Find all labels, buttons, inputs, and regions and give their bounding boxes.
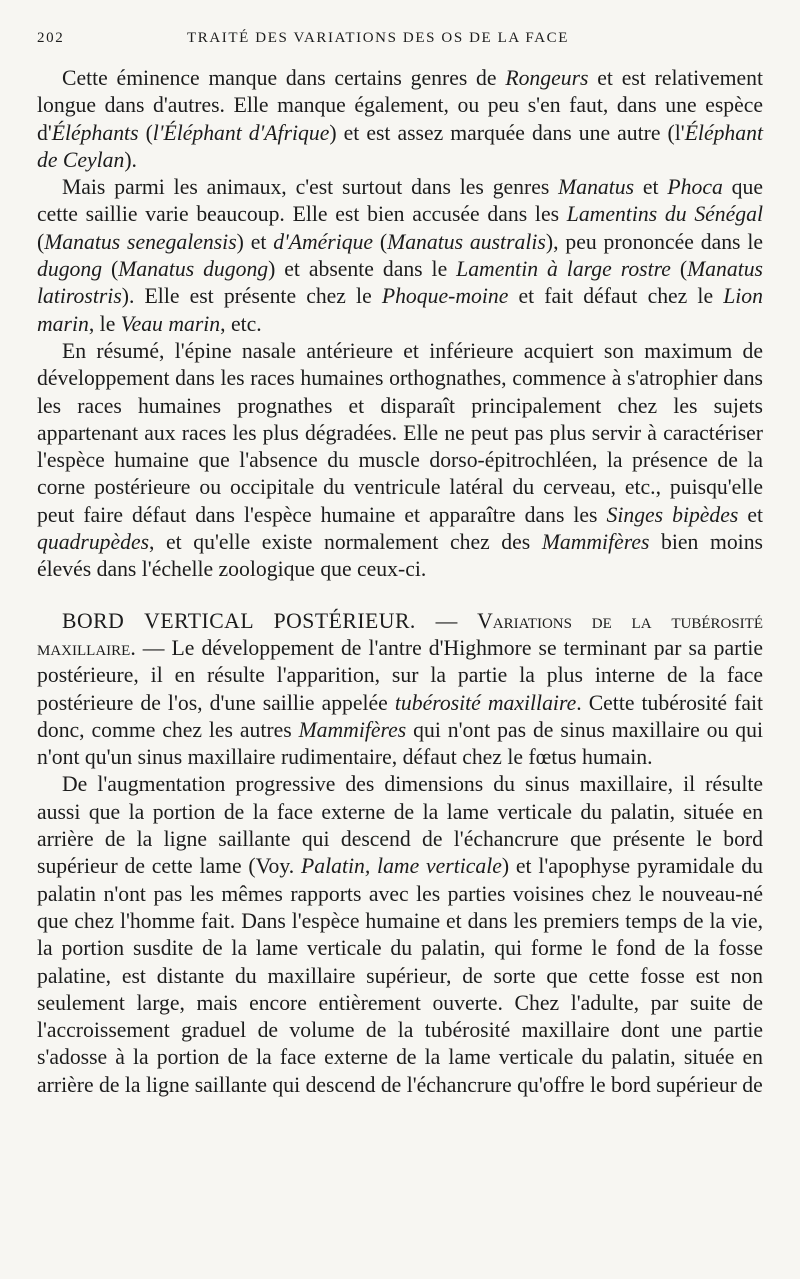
paragraph-sinus-maxillaire: De l'augmentation progressive des dimensions du sinus maxillaire, il résulte aussi que la portion de la face externe de la lame verticale du palatin, située en arrière de la ligne saillante qui descend de l'échancrure que présente le bord supérieur de cette lame (Voy. Palatin, lame verticale) et l'apophyse pyramidale du palatin n'ont pas les mêmes rapports avec les parties voisines chez le nouveau-né que chez l'homme fait. Dans l'espèce humaine et dans les premiers temps de la vie, la portion susdite de la lame verticale du palatin, qui forme le fond de la fosse palatine, est distante du maxillaire supérieur, de sorte que cette fosse est non seulement large, mais encore entièrement ouverte. Chez l'adulte, par suite de l'accroissement graduel de volume de la tubérosité maxillaire dont une partie s'adosse à la portion de la face externe de la lame verticale du palatin, située en arrière de la ligne saillante qui descend de l'échancrure qu'offre le bord supérieur de: [37, 772, 763, 1097]
paragraph-resume: En résumé, l'épine nasale antérieure et inférieure acquiert son maximum de développement dans les races humaines orthognathes, commence à s'atrophier dans les races humaines prognathes et disparaît principalement chez les sujets appartenant aux races les plus dégradées. Elle ne peut pas plus servir à caractériser l'espèce humaine que l'absence du muscle dorso-épitrochléen, la présence de la corne postérieure ou occipitale du ventricule latéral du cerveau, etc., puisqu'elle peut faire défaut dans l'espèce humaine et apparaître dans les Singes bipèdes et quadrupèdes, et qu'elle existe normalement chez des Mammifères bien moins élevés dans l'échelle zoologique que ceux-ci.: [37, 338, 764, 582]
paragraph-rongeurs-elephants: Cette éminence manque dans certains genres de Rongeurs et est relativement longue dans d'autres. Elle manque également, ou peu s'en faut, dans une espèce d'Éléphants (l'Éléphant d'Afrique) et est assez marquée dans une autre (l'Éléphant de Ceylan).: [37, 66, 763, 172]
main-text: [37, 65, 763, 1099]
page-number: 202: [37, 30, 65, 46]
section-bord-vertical-posterieur: BORD VERTICAL POSTÉRIEUR. — Variations de la tubérosité maxillaire. — Le développement de l'antre d'Highmore se terminant par sa partie postérieure, il en résulte l'apparition, sur la partie la plus interne de la face postérieure de l'os, d'une saillie appelée tubérosité maxillaire. Cette tubérosité fait donc, comme chez les autres Mammifères qui n'ont pas de sinus maxillaire ou qui n'ont qu'un sinus maxillaire rudimentaire, défaut chez le fœtus humain.: [37, 608, 764, 770]
running-title: TRAITÉ DES VARIATIONS DES OS DE LA FACE: [187, 30, 570, 46]
section-subheading: Variations de la tubérosité maxillaire.: [37, 608, 763, 660]
section-heading: BORD VERTICAL POSTÉRIEUR.: [62, 608, 416, 633]
paragraph-manatus-phoca: Mais parmi les animaux, c'est surtout dans les genres Manatus et Phoca que cette saillie varie beaucoup. Elle est bien accusée dans les Lamentins du Sénégal (Manatus senegalensis) et d'Amérique (Manatus australis), peu prononcée dans le dugong (Manatus dugong) et absente dans le Lamentin à large rostre (Manatus latirostris). Elle est présente chez le Phoque-moine et fait défaut chez le Lion marin, le Veau marin, etc.: [37, 175, 763, 336]
